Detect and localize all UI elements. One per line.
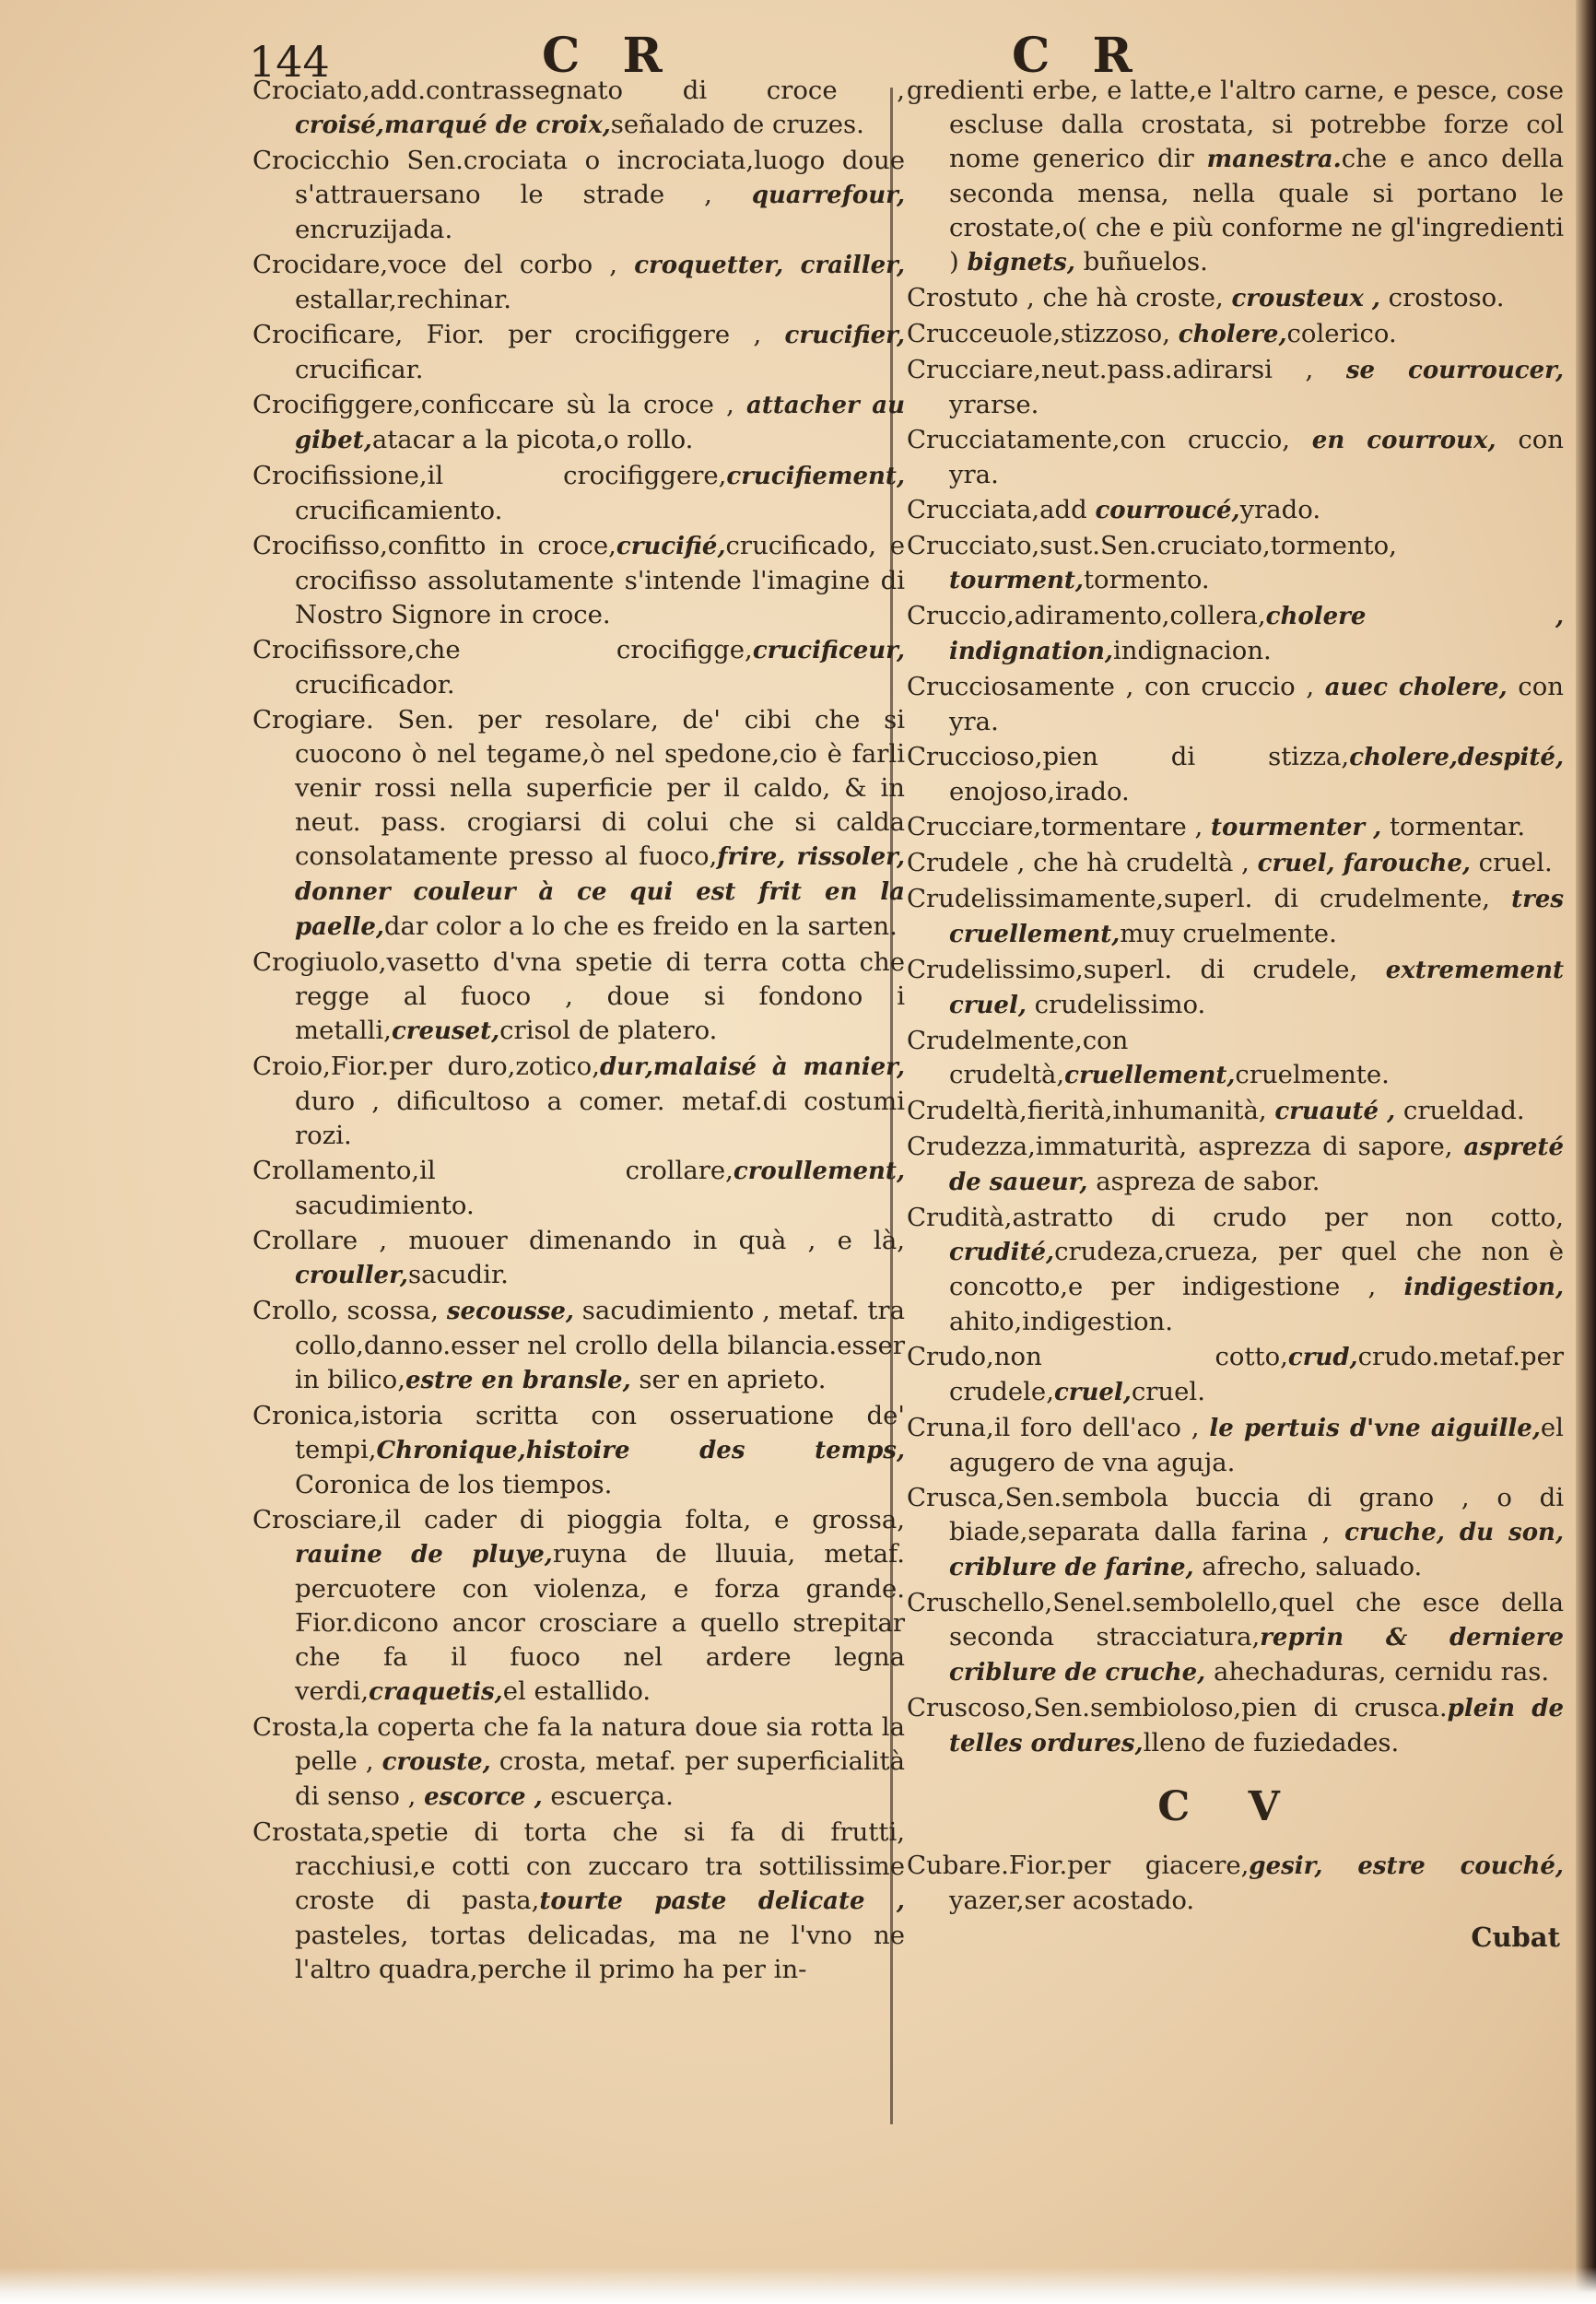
entry-text: Crollamento,il crollare, <box>252 1156 733 1185</box>
dictionary-entry <box>896 74 1564 280</box>
dictionary-entry <box>896 1849 1564 1918</box>
page-number: 144 <box>249 37 330 87</box>
dictionary-entry <box>896 1586 1564 1690</box>
french-gloss: croquetter, crailler, <box>634 252 905 279</box>
entry-text: crosta, metaf. per superficialità di senso , <box>295 1746 905 1811</box>
dictionary-entry <box>896 423 1564 492</box>
entry-text: crueldad. <box>1395 1096 1525 1125</box>
entry-text: enojoso,irado. <box>949 777 1130 806</box>
french-gloss: le pertuis d'vne aiguille, <box>1209 1415 1541 1442</box>
french-gloss: crudité, <box>949 1239 1055 1266</box>
entry-text: Crostuto , che hà croste, <box>907 283 1232 312</box>
entry-text: crudeza,crueza, per quel che non è concotto,e per indigestione , <box>949 1237 1564 1301</box>
entry-text: Crucciato,sust.Sen.cruciato,tormento, <box>907 531 1397 560</box>
dictionary-entry <box>241 946 905 1049</box>
french-gloss: crud, <box>1287 1344 1358 1371</box>
dictionary-entry <box>896 1691 1564 1761</box>
entry-text: Crudità,astratto di crudo per non cotto, <box>907 1203 1564 1232</box>
entry-text: Crucciosamente , con cruccio , <box>907 672 1325 701</box>
entry-text: crisol de platero. <box>499 1016 718 1045</box>
dictionary-entry <box>896 1094 1564 1129</box>
french-gloss: dur,malaisé à manier, <box>599 1053 905 1081</box>
right-entries <box>896 74 1564 1761</box>
entry-text: encruzijada. <box>295 215 453 244</box>
french-gloss: cholere , indignation, <box>949 603 1564 665</box>
entry-text: cruel. <box>1470 848 1553 877</box>
french-gloss: plein de telles ordures, <box>949 1695 1564 1757</box>
french-gloss: croisé,marqué de croix, <box>295 112 611 139</box>
entry-text: Crudele , che hà crudeltà , <box>907 848 1258 877</box>
french-gloss: aspreté de saueur, <box>949 1134 1564 1196</box>
entry-text: crucificado, e crocifisso assolutamente s'intende l'imagine di Nostro Signore in croce. <box>295 531 905 629</box>
entry-text: Crosciare,il cader di pioggia folta, e grossa, <box>252 1505 905 1534</box>
french-gloss: courroucé, <box>1095 497 1240 524</box>
french-gloss: crousteux , <box>1231 285 1380 312</box>
entry-text: Crucciatamente,con cruccio, <box>907 425 1312 454</box>
catchword: Cubat <box>1471 1922 1560 1953</box>
dictionary-entry <box>241 1294 905 1398</box>
entry-text: lleno de fuziedades. <box>1143 1728 1400 1757</box>
entry-text: Cruscoso,Sen.sembioloso,pien di crusca. <box>907 1693 1448 1722</box>
french-gloss: secousse, <box>446 1298 574 1325</box>
dictionary-entry <box>241 74 905 143</box>
french-gloss: tourment, <box>949 567 1084 594</box>
dictionary-entry <box>896 740 1564 809</box>
entry-text: yazer,ser acostado. <box>949 1886 1195 1915</box>
entry-text: sacudir. <box>407 1260 509 1289</box>
running-header-left: C R <box>542 28 675 84</box>
french-gloss: cruellement, <box>1064 1062 1236 1089</box>
entry-text: buñuelos. <box>1074 247 1208 276</box>
entry-text: Crostata,spetie di torta che si fa di frutti, racchiusi,e cotti con zuccaro tra sottilissime croste di pasta, <box>252 1817 905 1915</box>
entry-text: Cronica,istoria scritta con osseruatione de' tempi, <box>252 1401 905 1464</box>
dictionary-entry <box>896 353 1564 422</box>
dictionary-entry <box>896 281 1564 316</box>
entry-text: con yra. <box>949 672 1564 736</box>
dictionary-entry <box>896 1411 1564 1480</box>
entry-text: Crudelissimo,superl. di crudele, <box>907 955 1386 984</box>
french-gloss: escorce , <box>424 1783 543 1811</box>
entry-text: cruel. <box>1131 1377 1205 1406</box>
dictionary-entry <box>241 1154 905 1223</box>
french-gloss: cruche, du son, criblure de farine, <box>949 1519 1564 1581</box>
entry-text: Crucciare,neut.pass.adirarsi , <box>907 355 1346 384</box>
dictionary-entry <box>241 1710 905 1815</box>
entry-text: con yra. <box>949 425 1564 489</box>
left-column <box>241 74 905 1988</box>
entry-text: el estallido. <box>502 1676 651 1706</box>
entry-text: colerico. <box>1286 319 1397 348</box>
french-gloss: se courroucer, <box>1345 357 1564 384</box>
book-edge <box>1576 0 1596 2304</box>
entry-text: yrado. <box>1239 495 1321 524</box>
entry-text: Cruschello,Senel.sembolello,quel che esce della seconda stracciatura, <box>907 1588 1564 1652</box>
french-gloss: estre en bransle, <box>405 1367 631 1394</box>
french-gloss: extremement cruel, <box>949 957 1564 1019</box>
dictionary-entry <box>241 529 905 632</box>
dictionary-entry <box>241 318 905 387</box>
entry-text: yrarse. <box>949 390 1039 419</box>
dictionary-entry <box>896 953 1564 1023</box>
entry-text: pasteles, tortas delicadas, ma ne l'vno ne l'altro quadra,perche il primo ha per in- <box>295 1921 905 1984</box>
french-gloss: crucificeur, <box>752 637 905 664</box>
entry-text: crucificador. <box>295 670 455 699</box>
dictionary-entry <box>896 1024 1564 1093</box>
french-gloss: creuset, <box>391 1017 500 1045</box>
french-gloss: manestra. <box>1206 146 1342 173</box>
entry-text: Crocifisso,confitto in croce, <box>252 531 616 560</box>
dictionary-entry <box>896 670 1564 739</box>
entry-text: Crudelissimamente,superl. di crudelmente, <box>907 884 1512 913</box>
entry-text: aspreza de sabor. <box>1087 1167 1320 1196</box>
french-gloss: crouste, <box>381 1748 491 1776</box>
entry-text: señalado de cruzes. <box>610 110 864 139</box>
dictionary-entry <box>241 459 905 528</box>
entry-text: ser en aprieto. <box>630 1365 827 1394</box>
dictionary-entry <box>896 882 1564 952</box>
entry-text: Crocifissore,che crocifigge, <box>252 635 753 664</box>
french-gloss: craquetis, <box>369 1678 503 1706</box>
french-gloss: crucifier, <box>784 322 905 349</box>
entry-text: afrecho, saluado. <box>1193 1552 1423 1581</box>
section-heading-cv: C V <box>1157 1783 1302 1830</box>
entry-text: Cruna,il foro dell'aco , <box>907 1413 1210 1442</box>
entry-text: tormento. <box>1083 565 1210 594</box>
dictionary-entry <box>241 633 905 702</box>
right-column <box>896 74 1564 1953</box>
french-gloss: tourmenter , <box>1210 814 1382 841</box>
running-header-right: C R <box>1012 28 1145 84</box>
entry-text: Crucceuole,stizzoso, <box>907 319 1179 348</box>
dictionary-entry <box>241 1503 905 1710</box>
french-gloss: auec cholere, <box>1324 674 1508 701</box>
french-gloss: bignets, <box>967 249 1075 276</box>
entry-text: Coronica de los tiempos. <box>295 1470 613 1499</box>
entry-text: ahito,indigestion. <box>949 1307 1174 1336</box>
entry-text: crucificar. <box>295 355 424 384</box>
entry-text: che e anco della seconda mensa, nella quale si portano le crostate,o( che e più conforme ne gl'ingredienti ) <box>949 144 1564 276</box>
french-gloss: indigestion, <box>1403 1274 1564 1301</box>
page-bottom-edge <box>0 2267 1596 2304</box>
entry-text: muy cruelmente. <box>1120 919 1337 948</box>
entry-text: Cubare.Fior.per giacere, <box>907 1851 1250 1880</box>
entry-text: el agugero de vna aguja. <box>949 1413 1564 1477</box>
french-gloss: cholere,despité, <box>1349 744 1564 771</box>
french-gloss: en courroux, <box>1311 427 1496 454</box>
entry-text: crucificamiento. <box>295 496 503 525</box>
entry-text: gredienti erbe, e latte,e l'altro carne, e pesce, cose escluse dalla crostata, si potrebbe forze col nome generico dir <box>907 76 1564 173</box>
entry-text: ahechaduras, cernidu ras. <box>1205 1657 1550 1687</box>
entry-text: ruyna de lluuia, metaf. percuotere con violenza, e forza grande. Fior.dicono ancor crosciare a quello strepitar che fa il fuoco nel ardere legna verdi, <box>295 1539 905 1706</box>
french-gloss: cruel, <box>1053 1379 1132 1406</box>
entry-text: Crollare , muouer dimenando in quà , e là, <box>252 1226 905 1255</box>
entry-text: dar color a lo che es freido en la sarten. <box>383 911 898 941</box>
dictionary-entry <box>896 599 1564 669</box>
french-gloss: rauine de pluye, <box>295 1541 553 1569</box>
french-gloss: crouller, <box>295 1262 408 1289</box>
entry-text: Crucciare,tormentare , <box>907 812 1211 841</box>
entry-text: estallar,rechinar. <box>295 285 511 314</box>
dictionary-entry <box>241 388 905 458</box>
entry-text: duro , dificultoso a comer. metaf.di costumi rozi. <box>295 1087 905 1150</box>
entry-text: Crudo,non cotto, <box>907 1342 1288 1371</box>
entry-text: atacar a la picota,o rollo. <box>371 425 694 454</box>
entry-text: tormentar. <box>1381 812 1526 841</box>
entry-text: Crollo, scossa, <box>252 1296 447 1325</box>
entry-text: Crocificare, Fior. per crocifiggere , <box>252 320 785 349</box>
entry-text: sacudimiento , metaf. tra collo,danno.esser nel crollo della bilancia.esser in bilico, <box>295 1296 905 1394</box>
entry-text: Crogiuolo,vasetto d'vna spetie di terra cotta che regge al fuoco , doue si fondono i metalli, <box>252 947 905 1045</box>
dictionary-entry <box>241 1399 905 1502</box>
french-gloss: Chronique,histoire des temps, <box>376 1437 905 1464</box>
entry-text: Crucciata,add <box>907 495 1096 524</box>
dictionary-entry <box>896 1130 1564 1200</box>
entry-text: Crogiare. Sen. per resolare, de' cibi che si cuocono ò nel tegame,ò nel spedone,cio è farli venir rossi nella superficie per il caldo, & in neut. pass. crogiarsi di colui che si calda consolatamente presso al fuoco, <box>252 705 905 871</box>
french-gloss: reprin & derniere criblure de cruche, <box>949 1624 1564 1687</box>
dictionary-entry <box>241 1224 905 1293</box>
dictionary-entry <box>241 703 905 945</box>
dictionary-entry <box>896 493 1564 528</box>
dictionary-entry <box>241 248 905 317</box>
french-gloss: tres cruellement, <box>949 886 1564 948</box>
french-gloss: croullement, <box>733 1158 905 1185</box>
entry-text: Crosta,la coperta che fa la natura doue sia rotta la pelle , <box>252 1712 905 1776</box>
dictionary-entry <box>241 1816 905 1987</box>
entry-text: Crocidare,voce del corbo , <box>252 250 635 279</box>
french-gloss: crucifié, <box>616 533 726 560</box>
entry-text: crudo.metaf.per crudele, <box>949 1342 1564 1406</box>
entry-text: cruelmente. <box>1235 1060 1390 1089</box>
entry-text: crudelissimo. <box>1026 990 1206 1019</box>
french-gloss: gesir, estre couché, <box>1249 1852 1564 1880</box>
entry-text: Cruccioso,pien di stizza, <box>907 742 1350 771</box>
dictionary-entry <box>896 810 1564 845</box>
dictionary-entry <box>896 846 1564 881</box>
french-gloss: cholere, <box>1178 321 1287 348</box>
entry-text: crostoso. <box>1379 283 1505 312</box>
entry-text: Crocicchio Sen.crociata o incrociata,luogo doue s'attrauersano le strade , <box>252 146 905 209</box>
french-gloss: quarrefour, <box>751 182 905 209</box>
entry-text: Crocifissione,il crocifiggere, <box>252 461 727 490</box>
french-gloss: cruauté , <box>1274 1098 1396 1125</box>
dictionary-entry <box>896 529 1564 598</box>
entry-text: Crociato,add.contrassegnato di croce , <box>252 76 905 105</box>
entry-text: escuerça. <box>542 1781 674 1811</box>
dictionary-entry <box>896 1481 1564 1585</box>
entry-text: Croio,Fior.per duro,zotico, <box>252 1052 600 1081</box>
entry-text: Crusca,Sen.sembola buccia di grano , o di biade,separata dalla farina , <box>907 1483 1564 1546</box>
dictionary-entry <box>896 1201 1564 1339</box>
entry-text: Crudelmente,con crudeltà, <box>907 1026 1129 1089</box>
french-gloss: frire, rissoler, donner couleur à ce qui est frit en la paelle, <box>295 843 905 941</box>
entry-text: indignacion. <box>1112 636 1272 665</box>
french-gloss: crucifiement, <box>726 463 905 490</box>
entry-text: sacudimiento. <box>295 1191 475 1220</box>
french-gloss: tourte paste delicate , <box>539 1887 905 1915</box>
entry-text: Crudezza,immaturità, asprezza di sapore, <box>907 1132 1464 1161</box>
entry-text: Cruccio,adiramento,collera, <box>907 601 1266 630</box>
dictionary-entry <box>241 1050 905 1153</box>
dictionary-entry <box>241 144 905 247</box>
french-gloss: attacher au gibet, <box>295 392 905 454</box>
entry-text: Crocifiggere,conficcare sù la croce , <box>252 390 747 419</box>
dictionary-entry <box>896 317 1564 352</box>
dictionary-entry <box>896 1340 1564 1410</box>
entry-text: Crudeltà,fierità,inhumanità, <box>907 1096 1275 1125</box>
french-gloss: cruel, farouche, <box>1257 850 1471 877</box>
